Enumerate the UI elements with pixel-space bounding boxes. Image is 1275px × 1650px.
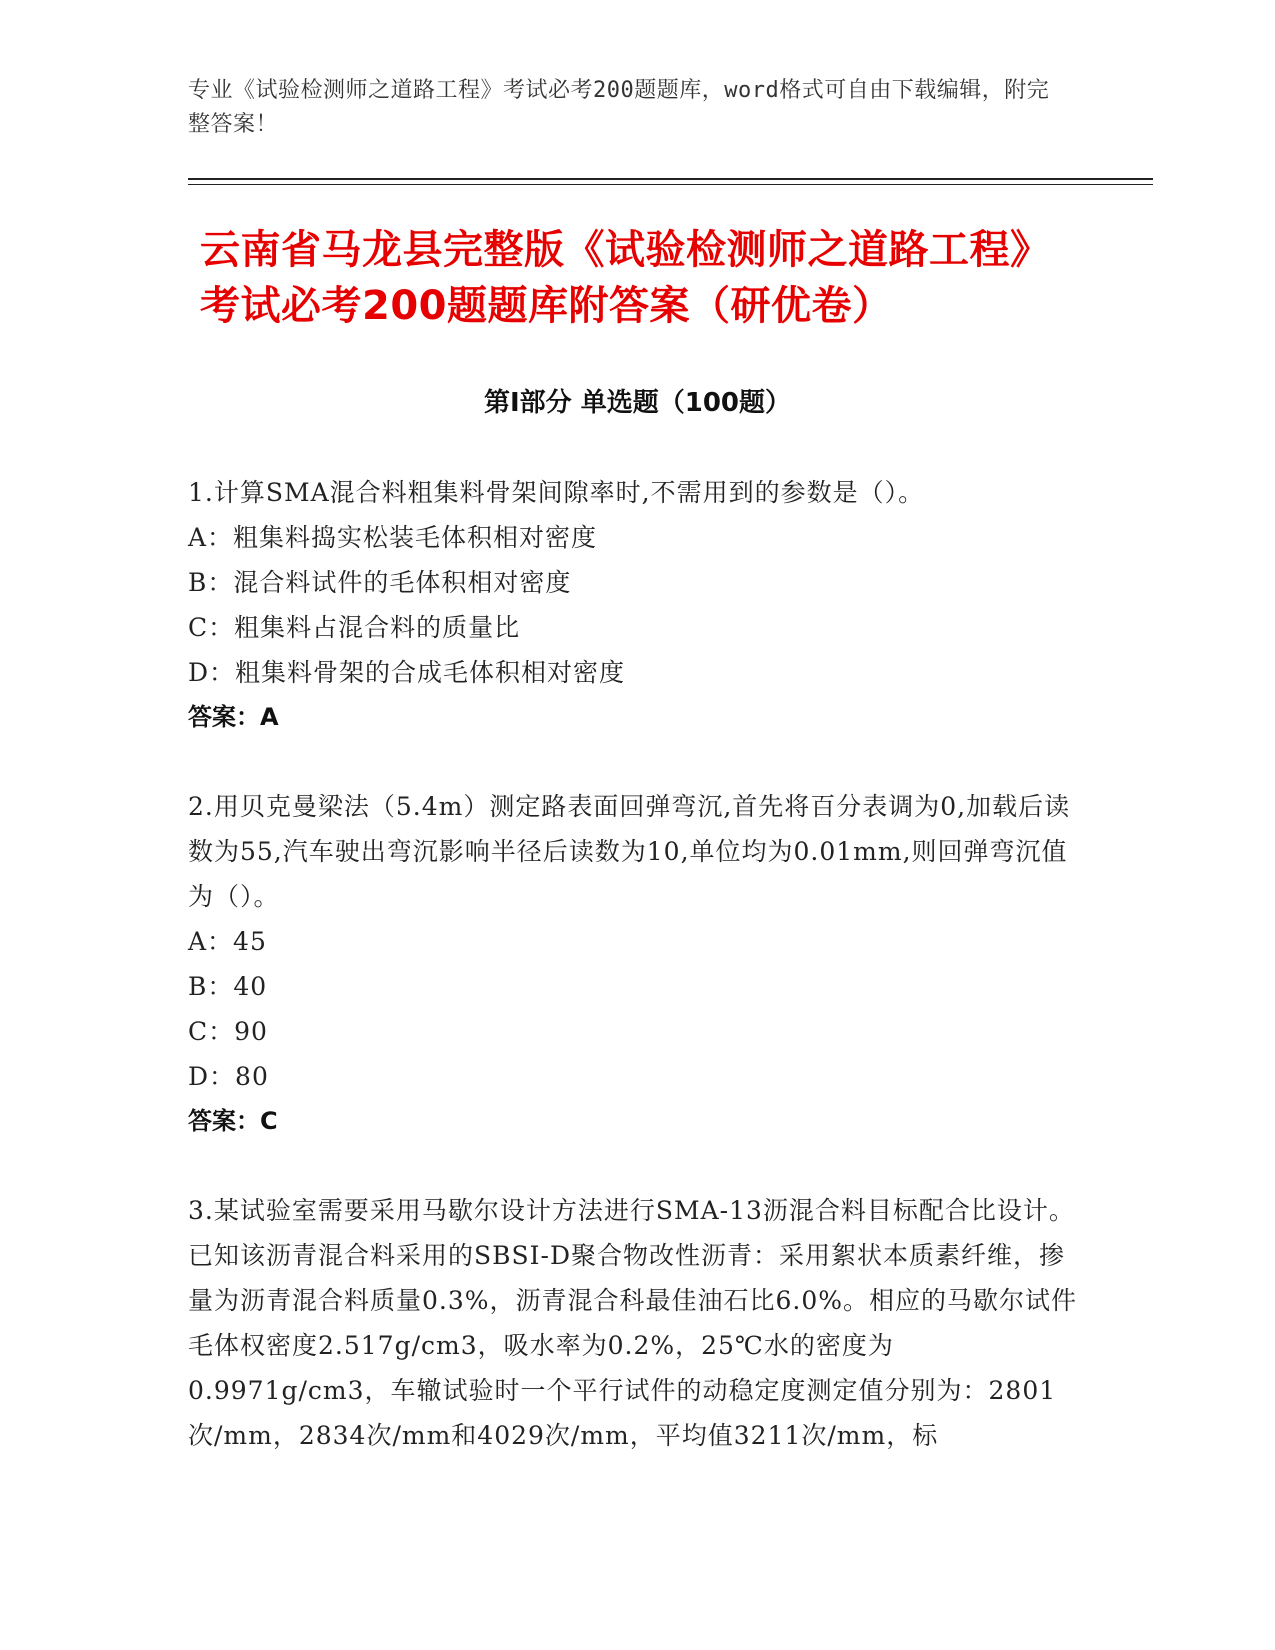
question-stem: 1.计算SMA混合料粗集料骨架间隙率时,不需用到的参数是（）。 bbox=[188, 478, 925, 507]
header-divider-thin bbox=[188, 184, 1153, 185]
answer-label: 答案：A bbox=[188, 703, 279, 731]
header-divider-thick bbox=[188, 178, 1153, 180]
answer-label: 答案：C bbox=[188, 1107, 278, 1135]
option-d: D：80 bbox=[188, 1062, 269, 1091]
document-title: 云南省马龙县完整版《试验检测师之道路工程》考试必考200题题库附答案（研优卷） bbox=[200, 227, 1051, 329]
option-a: A：45 bbox=[188, 927, 267, 956]
question-stem: 3.某试验室需要采用马歇尔设计方法进行SMA-13沥混合料目标配合比设计。已知该沥青混合料采用的SBSI-D聚合物改性沥青：采用絮状本质素纤维，掺量为沥青混合料质量0.3%，沥青混合科最佳油石比6.0%。相应的马歇尔试件毛体权密度2.517g/cm3，吸水率为0.2%，25℃水的密度为0.9971g/cm3，车辙试验时一个平行试件的动稳定度测定值分别为：2801次/mm，2834次/mm和4029次/mm，平均值3211次/mm，标 bbox=[188, 1196, 1078, 1450]
section-heading: 第I部分 单选题（100题） bbox=[484, 388, 791, 418]
option-b: B：混合料试件的毛体积相对密度 bbox=[188, 568, 572, 597]
question-1 bbox=[188, 470, 1078, 740]
option-b: B：40 bbox=[188, 972, 268, 1001]
option-d: D：粗集料骨架的合成毛体积相对密度 bbox=[188, 658, 626, 687]
option-a: A：粗集料捣实松装毛体积相对密度 bbox=[188, 523, 598, 552]
option-c: C：90 bbox=[188, 1017, 268, 1046]
header-note: 专业《试验检测师之道路工程》考试必考200题题库，word格式可自由下载编辑，附完整答案！ bbox=[188, 78, 1050, 137]
option-c: C：粗集料占混合料的质量比 bbox=[188, 613, 521, 642]
question-list bbox=[188, 470, 1078, 1502]
question-2 bbox=[188, 784, 1078, 1144]
question-3 bbox=[188, 1188, 1078, 1458]
question-stem: 2.用贝克曼梁法（5.4m）测定路表面回弹弯沉,首先将百分表调为0,加载后读数为55,汽车驶出弯沉影响半径后读数为10,单位均为0.01mm,则回弹弯沉值为（）。 bbox=[188, 792, 1071, 911]
